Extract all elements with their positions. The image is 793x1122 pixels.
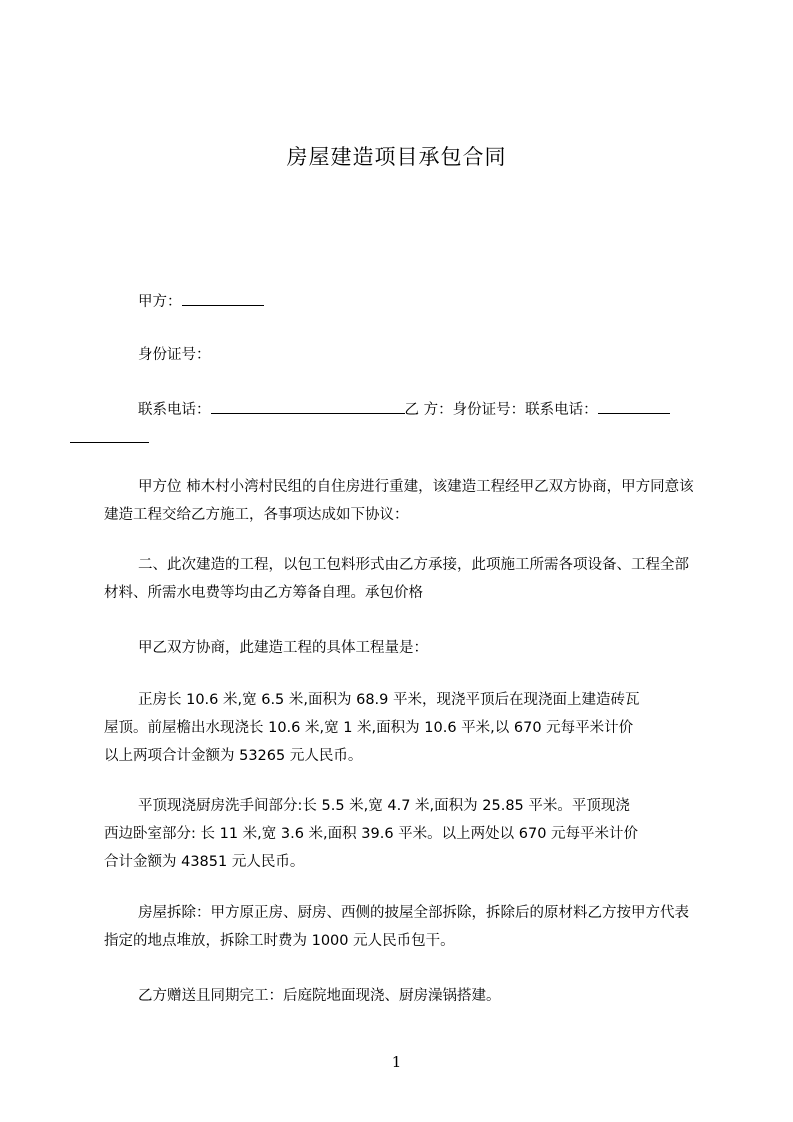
contact-line — [104, 395, 700, 453]
intro-paragraph: 甲方位 柿木村小湾村民组的自住房进行重建，该建造工程经甲乙双方协商，甲方同意该建造工程交给乙方施工，各事项达成如下协议： — [104, 479, 694, 523]
main-house-paragraph — [104, 686, 700, 770]
party-a-blank — [182, 287, 264, 306]
clause-two-paragraph: 二、此次建造的工程，以包工包料形式由乙方承接，此项施工所需各项设备、工程全部材料、所需水电费等均由乙方筹备自理。承包价格 — [104, 557, 689, 601]
phone-label: 联系电话： — [138, 402, 211, 418]
phone-blank — [211, 395, 405, 414]
party-a-label: 甲方： — [138, 294, 182, 310]
demolition-paragraph: 房屋拆除：甲方原正房、厨房、西侧的披屋全部拆除，拆除后的原材料乙方按甲方代表指定的地点堆放，拆除工时费为 1000 元人民币包干。 — [104, 905, 689, 949]
party-b-text: 乙 方：身份证号：联系电话： — [404, 402, 598, 418]
kitchen-paragraph — [104, 792, 700, 876]
gift-paragraph: 乙方赠送且同期完工：后庭院地面现浇、厨房澡锅搭建。 — [138, 988, 501, 1004]
id-number-line — [104, 341, 700, 369]
main-house-line-2: 屋顶。前屋檐出水现浇长 10.6 米,宽 1 米,面积为 10.6 平米,以 670 元每平米计价 — [104, 720, 634, 736]
kitchen-line-2: 西边卧室部分: 长 11 米,宽 3.6 米,面积 39.6 平米。以上两处以 670 元每平米计价 — [104, 826, 639, 842]
party-a-line — [104, 287, 700, 316]
quantity-paragraph: 甲乙双方协商，此建造工程的具体工程量是： — [138, 640, 428, 656]
main-house-line-3: 以上两项合计金额为 53265 元人民币。 — [104, 748, 363, 764]
kitchen-line-3: 合计金额为 43851 元人民币。 — [104, 854, 305, 870]
party-b-phone-blank-continued — [70, 424, 149, 443]
document-title: 房屋建造项目承包合同 — [286, 145, 507, 169]
kitchen-line-1: 平顶现浇厨房洗手间部分:长 5.5 米,宽 4.7 米,面积为 25.85 平米。平顶现浇 — [138, 798, 630, 814]
page-number: 1 — [391, 1053, 402, 1071]
party-b-phone-blank — [598, 395, 670, 414]
id-number-label: 身份证号： — [138, 347, 211, 363]
main-house-line-1: 正房长 10.6 米,宽 6.5 米,面积为 68.9 平米，现浇平顶后在现浇面上建造砖瓦 — [138, 692, 640, 708]
